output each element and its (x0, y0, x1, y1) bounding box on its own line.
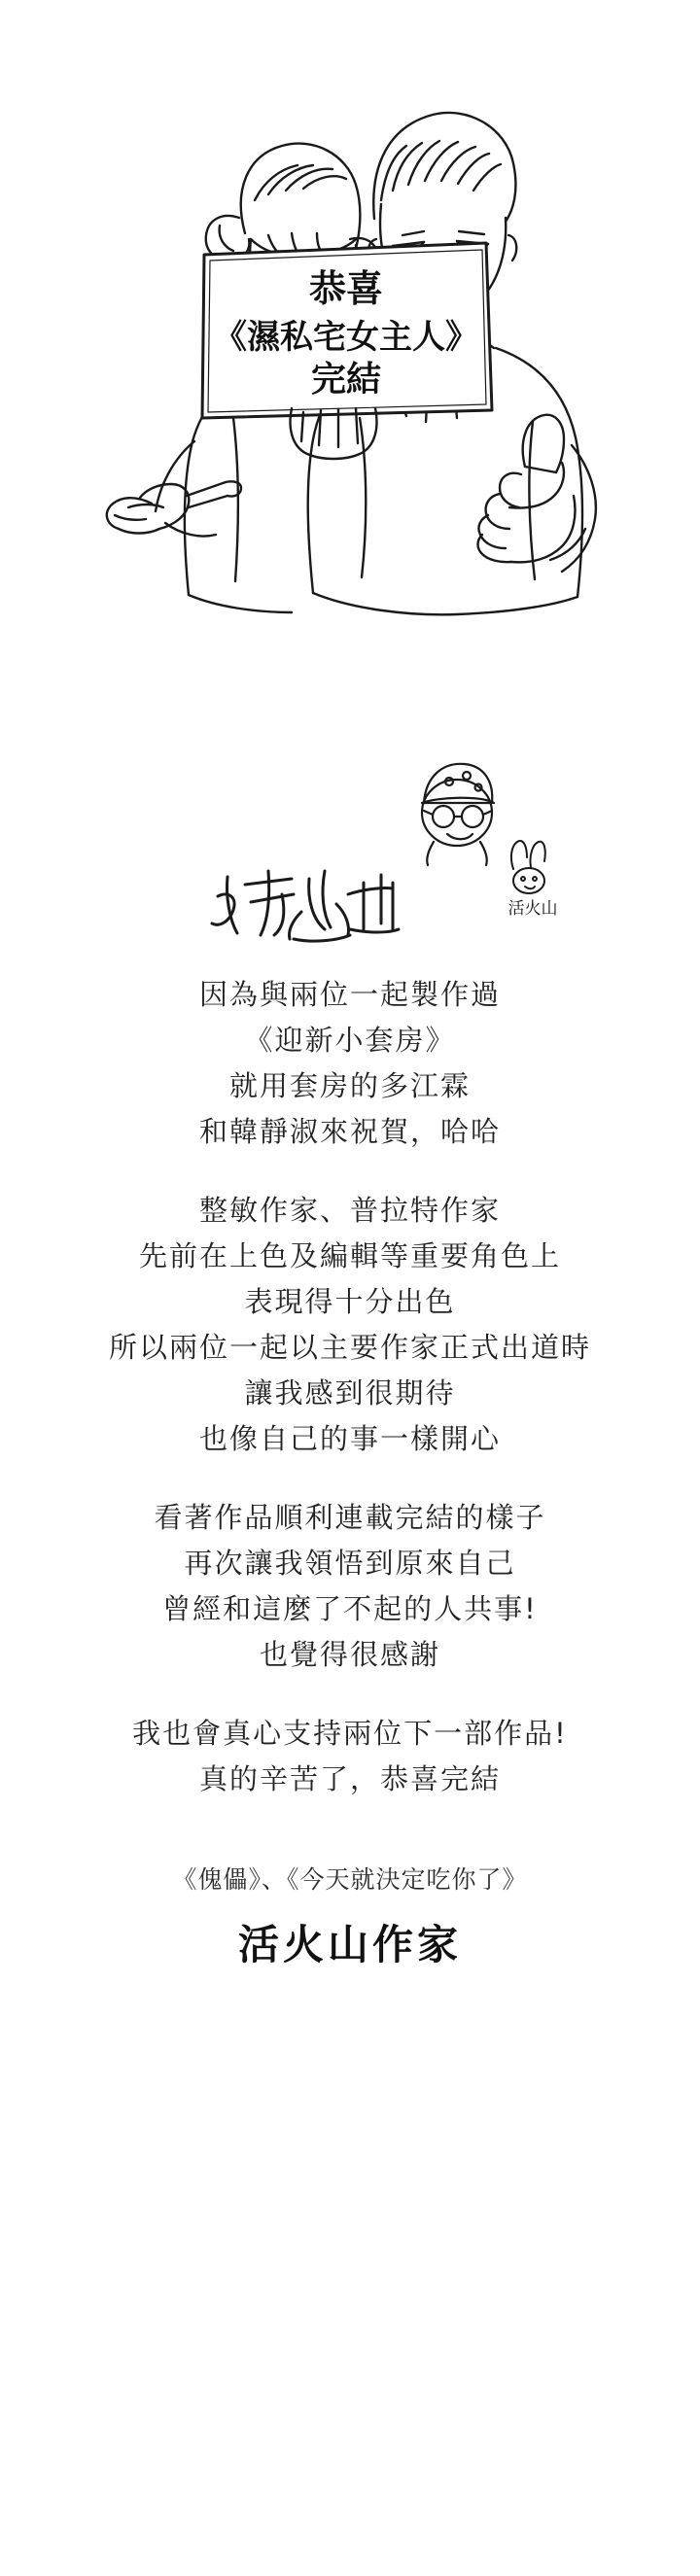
sign-line-2: 《濕私宅女主人》 (214, 318, 478, 357)
message-line: 就用套房的多江霖 (228, 1068, 471, 1102)
message-paragraph-3 (39, 1495, 661, 1678)
message-line: 曾經和這麼了不起的人共事! (162, 1591, 538, 1625)
footer-author-name: 活火山作家 (237, 1920, 462, 1968)
message-line: 先前在上色及編輯等重要角色上 (138, 1238, 561, 1272)
message-line: 也像自己的事一樣開心 (198, 1421, 501, 1455)
signature-stamp-text: 活火山 (508, 899, 558, 919)
message-paragraph-4 (39, 1711, 661, 1802)
artist-signature-block (0, 748, 700, 972)
message-line: 我也會真心支持兩位下一部作品! (132, 1716, 568, 1750)
handwritten-signature (212, 871, 399, 941)
message-paragraph-2 (39, 1188, 661, 1462)
message-line: 看著作品順利連載完結的樣子 (154, 1500, 546, 1534)
volcano-mascot-icon (422, 764, 494, 865)
message-line: 和韓靜淑來祝賀，哈哈 (198, 1114, 501, 1148)
message-line: 整敏作家、普拉特作家 (198, 1193, 501, 1227)
message-line: 《迎新小套房》 (244, 1023, 456, 1057)
message-paragraph-1 (39, 972, 661, 1155)
sign-line-3: 完結 (310, 360, 382, 400)
message-line: 表現得十分出色 (244, 1284, 456, 1318)
message-line: 也覺得很感謝 (259, 1637, 440, 1671)
message-body (39, 972, 661, 1835)
rabbit-icon (511, 841, 545, 893)
congratulations-illustration (0, 10, 700, 748)
message-line: 讓我感到很期待 (244, 1375, 456, 1410)
message-line: 因為與兩位一起製作過 (198, 978, 501, 1011)
footer-works-list: 《傀儡》、《今天就決定吃你了》 (172, 1864, 528, 1894)
illustration-svg (0, 10, 700, 748)
message-line: 再次讓我領悟到原來自己 (184, 1546, 516, 1580)
message-line: 所以兩位一起以主要作家正式出道時 (108, 1330, 591, 1364)
footer (39, 1861, 661, 1971)
sign-line-1: 恭喜 (308, 267, 384, 310)
signature-svg (0, 748, 700, 972)
message-line: 真的辛苦了，恭喜完結 (198, 1761, 501, 1795)
